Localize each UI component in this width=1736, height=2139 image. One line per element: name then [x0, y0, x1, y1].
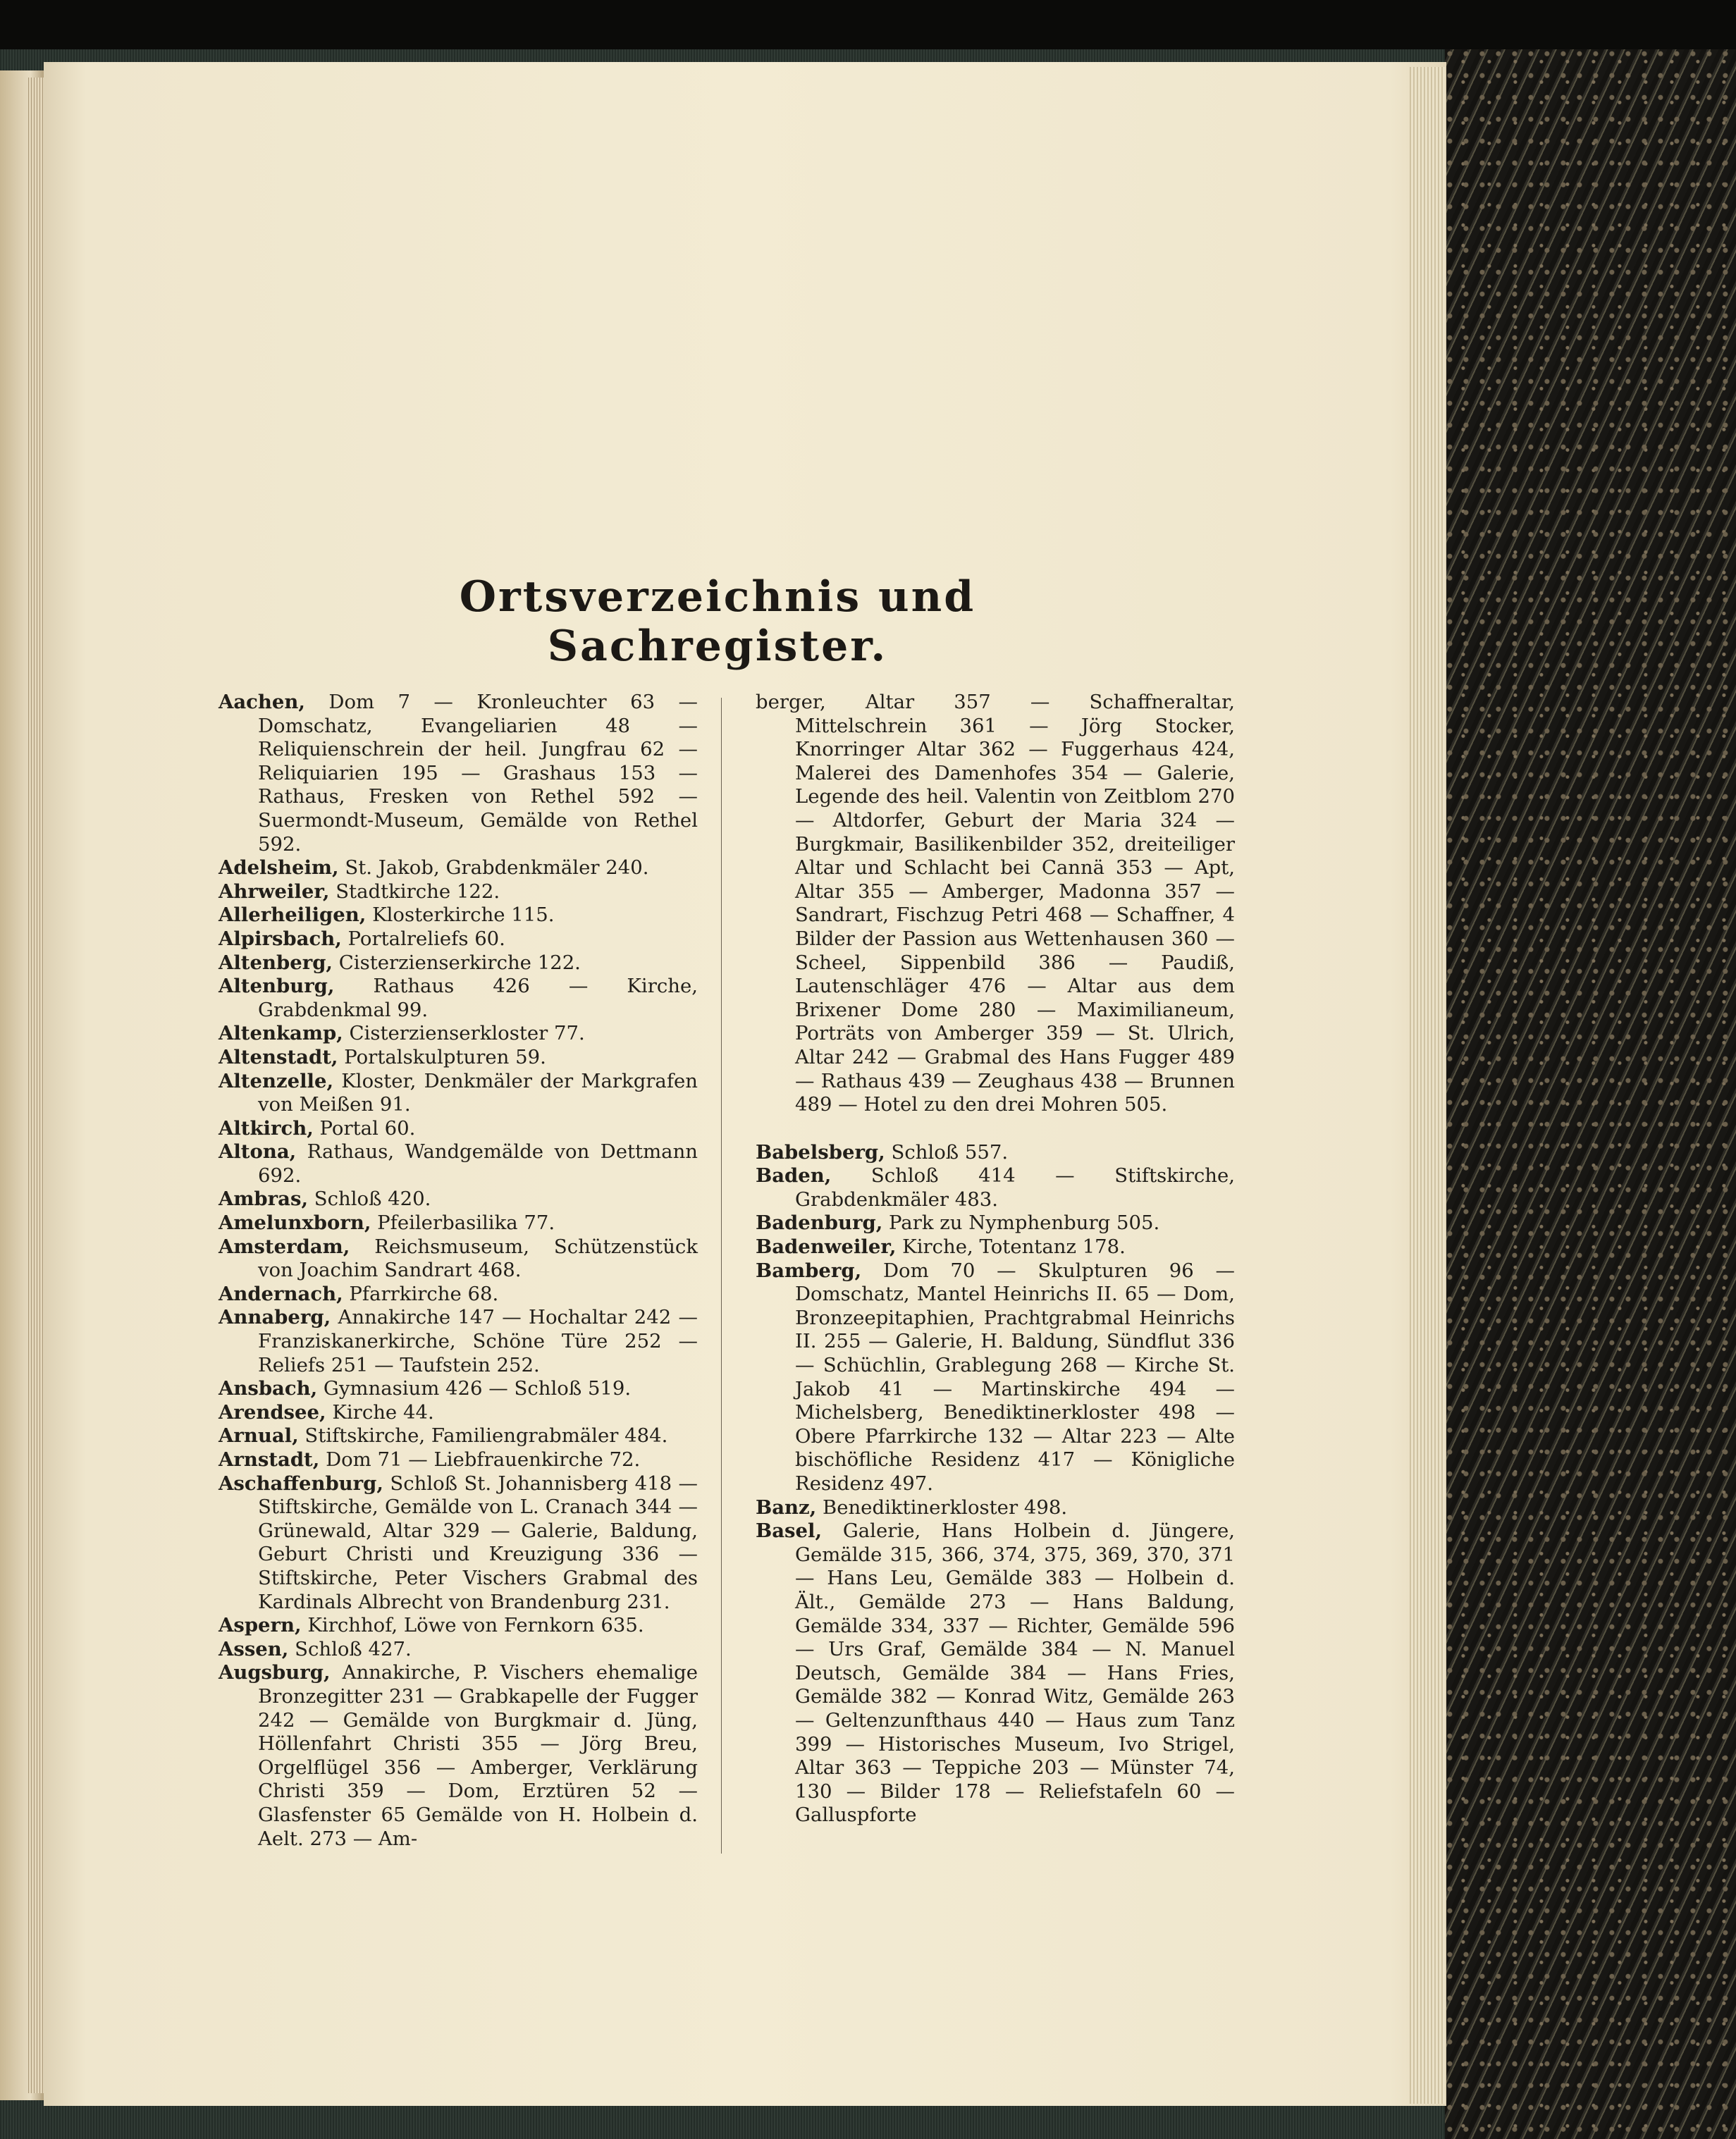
entry-heading: Ambras,	[218, 1188, 309, 1211]
entry-text: Rathaus, Wandgemälde von Dettmann 692.	[258, 1140, 698, 1187]
entry-heading: Badenweiler,	[756, 1235, 897, 1259]
entry-heading: Badenburg,	[756, 1212, 883, 1235]
entry-text: Kirchhof, Löwe von Fernkorn 635.	[301, 1614, 644, 1637]
entry-heading: Aschaffenburg,	[218, 1472, 383, 1495]
entry-heading: Baden,	[756, 1164, 832, 1188]
index-entry	[218, 1306, 698, 1377]
entry-heading: Banz,	[756, 1496, 817, 1519]
entry-heading: Annaberg,	[218, 1306, 331, 1329]
entry-text: Portal 60.	[313, 1116, 416, 1140]
entry-heading: Arendsee,	[218, 1400, 326, 1424]
entry-text: Pfarrkirche 68.	[343, 1282, 499, 1305]
entry-heading: Allerheiligen,	[218, 904, 367, 927]
entry-heading: Babelsberg,	[756, 1140, 885, 1164]
entry-heading: Ansbach,	[218, 1377, 318, 1400]
entry-text: Stadtkirche 122.	[329, 880, 500, 903]
index-entry	[218, 1472, 698, 1615]
entry-text: Schloß 414 — Stiftskirche, Grabdenkmäler 483.	[795, 1164, 1235, 1211]
entry-heading: Andernach,	[218, 1282, 343, 1305]
index-entry	[218, 1614, 698, 1638]
entry-text: Klosterkirche 115.	[366, 904, 555, 927]
entry-heading: Assen,	[218, 1637, 289, 1660]
page-fore-edge	[1410, 67, 1445, 2104]
entry-text: Benediktinerkloster 498.	[816, 1496, 1068, 1519]
entry-text: Pfeilerbasilika 77.	[371, 1212, 555, 1235]
entry-heading: Augsburg,	[218, 1661, 331, 1684]
index-entry	[756, 1520, 1235, 1827]
index-entry	[218, 1661, 698, 1851]
index-entry	[756, 1141, 1235, 1165]
index-entry	[218, 1638, 698, 1662]
index-entry	[756, 1235, 1235, 1259]
entry-heading: Bamberg,	[756, 1259, 862, 1282]
entry-heading: Altenberg,	[218, 951, 333, 974]
index-entry	[218, 856, 698, 880]
background-top	[0, 0, 1736, 56]
entry-text: Rathaus 426 — Kirche, Grabdenkmal 99.	[258, 975, 698, 1021]
index-entry	[218, 1283, 698, 1307]
entry-heading: Amsterdam,	[218, 1235, 350, 1258]
entry-heading: Altenkamp,	[218, 1022, 343, 1045]
index-entry	[218, 1117, 698, 1141]
index-entry	[756, 1164, 1235, 1212]
entry-text: St. Jakob, Grabdenkmäler 240.	[338, 856, 649, 880]
entry-text: Cisterzienserkirche 122.	[333, 951, 581, 974]
index-entry	[218, 1140, 698, 1188]
index-entry	[756, 691, 1235, 1117]
index-entry	[218, 904, 698, 927]
index-entry	[218, 975, 698, 1022]
entry-text: Schloß 427.	[288, 1637, 412, 1660]
page-title: Ortsverzeichnis und Sachregister.	[459, 572, 976, 671]
index-entry	[218, 1070, 698, 1117]
entry-text: Schloß St. Johannisberg 418 — Stiftskirche, Gemälde von L. Cranach 344 — Grünewald, Altar 329 — Galerie, Baldung, Geburt Christi und Kreuzigung 336 — Stiftskirche, Peter Vischers Grabmal des Kardinals Albrecht von Brandenburg 231.	[258, 1472, 698, 1613]
index-entry	[756, 1259, 1235, 1496]
entry-text: Cisterzienserkloster 77.	[343, 1022, 585, 1045]
entry-text: Kloster, Denkmäler der Markgrafen von Meißen 91.	[258, 1069, 698, 1116]
index-entry	[218, 1235, 698, 1283]
index-entry	[218, 1188, 698, 1212]
entry-text: Kirche, Totentanz 178.	[896, 1235, 1126, 1259]
entry-heading: Altenburg,	[218, 975, 335, 998]
entry-text: Gymnasium 426 — Schloß 519.	[317, 1377, 632, 1400]
entry-heading: Altona,	[218, 1140, 297, 1164]
entry-heading: Arnual,	[218, 1424, 299, 1448]
entry-heading: Arnstadt,	[218, 1448, 320, 1471]
entry-heading: Basel,	[756, 1520, 823, 1543]
entry-text: Schloß 420.	[308, 1188, 431, 1211]
entry-text: Dom 7 — Kronleuchter 63 — Domschatz, Evangeliarien 48 — Reliquienschrein der heil. Jungfrau 62 — Reliquiarien 195 — Grashaus 153 — Rathaus, Fresken von Rethel 592 — Suermondt-Museum, Gemälde von Rethel 592.	[258, 691, 698, 856]
index-entry	[218, 927, 698, 951]
index-entry	[218, 691, 698, 856]
index-column-left	[218, 691, 698, 1851]
entry-heading: Altenzelle,	[218, 1069, 334, 1092]
entry-text: Park zu Nymphenburg 505.	[882, 1212, 1160, 1235]
index-entry	[218, 1022, 698, 1046]
entry-text: Reichsmuseum, Schützenstück von Joachim Sandrart 468.	[258, 1235, 698, 1282]
column-divider	[721, 698, 722, 1854]
entry-text: Portalskulpturen 59.	[338, 1045, 546, 1068]
entry-text: Dom 71 — Liebfrauenkirche 72.	[319, 1448, 641, 1471]
index-entry	[756, 1212, 1235, 1235]
entry-heading: Aachen,	[218, 691, 305, 713]
entry-heading: Altkirch,	[218, 1116, 314, 1140]
index-entry	[218, 1046, 698, 1070]
entry-text: Kirche 44.	[326, 1400, 434, 1424]
entry-heading: Altenstadt,	[218, 1045, 338, 1068]
entry-text: berger, Altar 357 — Schaffneraltar, Mittelschrein 361 — Jörg Stocker, Knorringer Altar 362 — Fuggerhaus 424, Malerei des Damenhofes 354 — Galerie, Legende des heil. Valentin von Zeitblom 270 — Altdorfer, Geburt der Maria 324 — Burgkmair, Basilikenbilder 352, dreiteiliger Altar und Schlacht bei Cannä 353 — Apt, Altar 355 — Amberger, Madonna 357 — Sandrart, Fischzug Petri 468 — Schaffner, 4 Bilder der Passion aus Wettenhausen 360 — Scheel, Sippenbild 386 — Paudiß, Lautenschläger 476 — Altar aus dem Brixener Dome 280 — Maximilianeum, Porträts von Amberger 359 — St. Ulrich, Altar 242 — Grabmal des Hans Fugger 489 — Rathaus 439 — Zeughaus 438 — Brunnen 489 — Hotel zu den drei Mohren 505.	[756, 691, 1235, 1116]
entry-heading: Amelunxborn,	[218, 1212, 371, 1235]
entry-heading: Aspern,	[218, 1614, 302, 1637]
entry-heading: Ahrweiler,	[218, 880, 330, 903]
index-entry	[218, 1401, 698, 1425]
entry-heading: Adelsheim,	[218, 856, 339, 880]
index-entry	[218, 1424, 698, 1448]
index-entry	[218, 1448, 698, 1472]
index-entry	[218, 1212, 698, 1235]
index-entry	[218, 1377, 698, 1401]
entry-text: Stiftskirche, Familiengrabmäler 484.	[298, 1424, 668, 1448]
index-column-right	[756, 691, 1235, 1827]
entry-text: Dom 70 — Skulpturen 96 — Domschatz, Mantel Heinrichs II. 65 — Dom, Bronzeepitaphien, Prachtgrabmal Heinrichs II. 255 — Galerie, H. Baldung, Sündflut 336 — Schüchlin, Grablegung 268 — Kirche St. Jakob 41 — Martinskirche 494 — Michelsberg, Benediktinerkloster 498 — Obere Pfarrkirche 132 — Altar 223 — Alte bischöfliche Residenz 417 — Königliche Residenz 497.	[795, 1259, 1235, 1495]
entry-heading: Alpirsbach,	[218, 927, 342, 950]
marbled-cover	[1445, 49, 1736, 2139]
index-entry	[218, 951, 698, 975]
index-entry	[218, 880, 698, 904]
entry-text: Schloß 557.	[885, 1140, 1009, 1164]
entry-text: Galerie, Hans Holbein d. Jüngere, Gemälde 315, 366, 374, 375, 369, 370, 371 — Hans Leu, Gemälde 383 — Holbein d. Ält., Gemälde 273 — Hans Baldung, Gemälde 334, 337 — Richter, Gemälde 596 — Urs Graf, Gemälde 384 — N. Manuel Deutsch, Gemälde 384 — Hans Fries, Gemälde 382 — Konrad Witz, Gemälde 263 — Geltenzunfthaus 440 — Haus zum Tanz 399 — Historisches Museum, Ivo Strigel, Altar 363 — Teppiche 203 — Münster 74, 130 — Bilder 178 — Reliefstafeln 60 — Galluspforte	[795, 1520, 1235, 1827]
entry-text: Portalreliefs 60.	[341, 927, 505, 950]
index-entry	[756, 1496, 1235, 1520]
entry-text: Annakirche 147 — Hochaltar 242 — Franziskanerkirche, Schöne Türe 252 — Reliefs 251 — Taufstein 252.	[258, 1306, 698, 1376]
entry-text: Annakirche, P. Vischers ehemalige Bronzegitter 231 — Grabkapelle der Fugger 242 — Gemälde von Burgkmair d. Jüng, Höllenfahrt Christi 355 — Jörg Breu, Orgelflügel 356 — Amberger, Verklärung Christi 359 — Dom, Erztüren 52 — Glasfenster 65 Gemälde von H. Holbein d. Aelt. 273 — Am-	[258, 1661, 698, 1850]
